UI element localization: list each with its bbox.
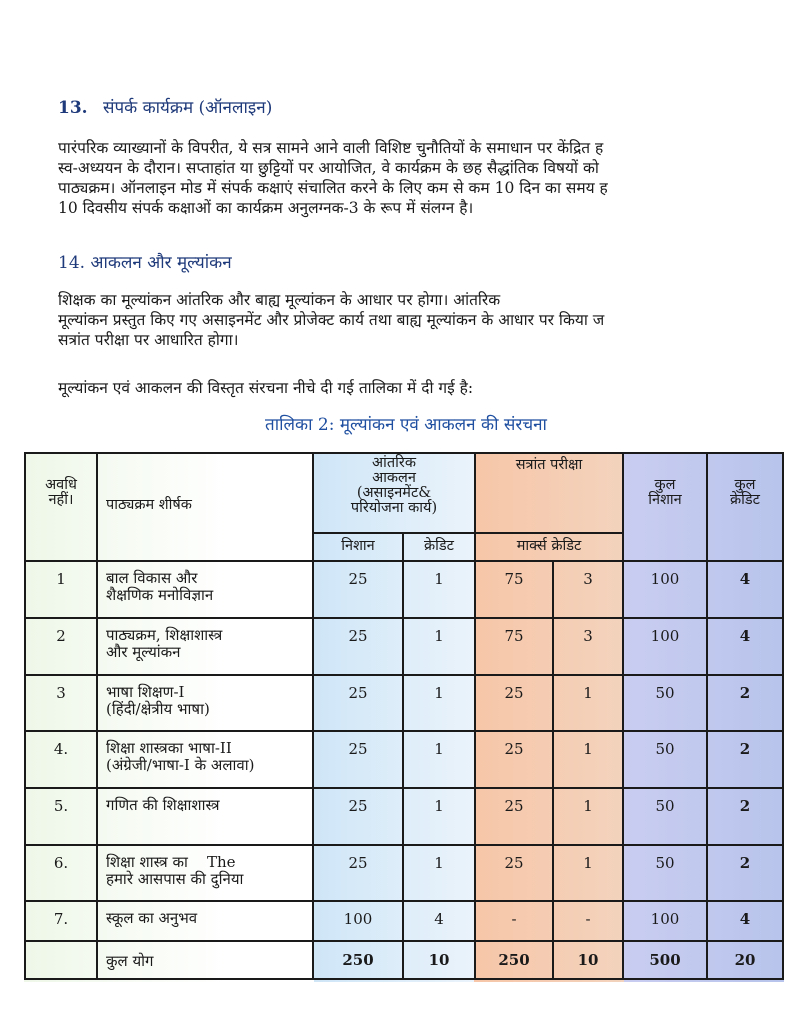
cell-ic: 1 bbox=[434, 797, 444, 815]
cell-sn: 2 bbox=[56, 627, 66, 645]
header-internal-credit: क्रेडिट bbox=[424, 538, 454, 554]
cell-im: 25 bbox=[348, 627, 368, 645]
cell-tc: 2 bbox=[739, 684, 751, 702]
course-title-line: और मूल्यांकन bbox=[106, 643, 181, 661]
cell-tm: 50 bbox=[655, 854, 675, 872]
cell-tm: 100 bbox=[650, 910, 680, 928]
course-title-line: हमारे आसपास की दुनिया bbox=[106, 870, 244, 888]
cell-im: 25 bbox=[348, 684, 368, 702]
assessment-table bbox=[24, 452, 784, 982]
cell-ec: 3 bbox=[583, 627, 593, 645]
grid-line bbox=[24, 787, 784, 789]
cell-course-title bbox=[106, 627, 312, 661]
paragraph-line: पाठ्यक्रम। ऑनलाइन मोड में संपर्क कक्षाएं संचालित करने के लिए कम से कम 10 दिन का समय ह bbox=[58, 179, 608, 197]
grid-line bbox=[312, 452, 314, 980]
header-serial-line: अवधि bbox=[45, 477, 77, 493]
paragraph-line: मूल्यांकन प्रस्तुत किए गए असाइनमेंट और प्रोजेक्ट कार्य तथा बाह्य मूल्यांकन के आधार पर किया ज bbox=[58, 311, 605, 329]
col-bg-total bbox=[624, 452, 784, 982]
cell-im: 100 bbox=[343, 910, 373, 928]
section-14-paragraph bbox=[58, 290, 812, 350]
cell-tc: 2 bbox=[739, 740, 751, 758]
cell-ec: 1 bbox=[583, 684, 593, 702]
header-serial-line: नहीं। bbox=[48, 492, 74, 508]
cell-tc: 4 bbox=[739, 570, 751, 588]
cell-sn: 7. bbox=[53, 910, 69, 928]
course-title-line: (अंग्रेजी/भाषा-I के अलावा) bbox=[106, 756, 255, 774]
header-total-marks-line: कुल bbox=[654, 477, 676, 493]
cell-tm: 50 bbox=[655, 684, 675, 702]
section-13-number: 13. bbox=[58, 98, 88, 118]
section-14-intro: मूल्यांकन एवं आकलन की विस्तृत संरचना नीचे दी गई तालिका में दी गई है: bbox=[58, 379, 474, 397]
grid-line bbox=[706, 452, 708, 980]
cell-course-title bbox=[106, 797, 312, 814]
cell-tm: 100 bbox=[650, 570, 680, 588]
course-title-line: (हिंदी/क्षेत्रीय भाषा) bbox=[106, 700, 210, 718]
grid-line bbox=[24, 452, 26, 980]
cell-ic: 1 bbox=[434, 684, 444, 702]
section-13-paragraph bbox=[58, 138, 812, 218]
grid-line bbox=[314, 532, 624, 534]
grid-line bbox=[24, 844, 784, 846]
total-ec: 10 bbox=[577, 951, 599, 969]
cell-em: - bbox=[511, 910, 517, 928]
header-total-credit-line: कुल bbox=[734, 477, 756, 493]
grid-line bbox=[474, 452, 476, 980]
total-ic: 10 bbox=[428, 951, 450, 969]
cell-sn: 4. bbox=[53, 740, 69, 758]
paragraph-line: शिक्षक का मूल्यांकन आंतरिक और बाह्य मूल्यांकन के आधार पर होगा। आंतरिक bbox=[58, 291, 501, 309]
grid-line bbox=[782, 452, 784, 980]
cell-tc: 4 bbox=[739, 627, 751, 645]
cell-tm: 50 bbox=[655, 797, 675, 815]
header-term-exam: सत्रांत परीक्षा bbox=[515, 457, 583, 473]
cell-course-title bbox=[106, 910, 312, 927]
section-13-title: संपर्क कार्यक्रम (ऑनलाइन) bbox=[102, 98, 273, 118]
grid-line bbox=[24, 674, 784, 676]
cell-sn: 1 bbox=[56, 570, 66, 588]
cell-sn: 3 bbox=[56, 684, 66, 702]
cell-course-title bbox=[106, 854, 312, 888]
paragraph-line: स्व-अध्ययन के दौरान। सप्ताहांत या छुट्टियों पर आयोजित, वे कार्यक्रम के छह सैद्धांतिक विषयों को bbox=[58, 159, 599, 177]
cell-ic: 1 bbox=[434, 740, 444, 758]
cell-tm: 50 bbox=[655, 740, 675, 758]
header-course-title: पाठ्यक्रम शीर्षक bbox=[106, 497, 192, 513]
cell-ic: 1 bbox=[434, 570, 444, 588]
section-14-heading: 14. आकलन और मूल्यांकन bbox=[58, 253, 232, 273]
grid-line bbox=[24, 617, 784, 619]
total-em: 250 bbox=[498, 951, 530, 969]
grid-line bbox=[24, 560, 784, 562]
grid-line bbox=[24, 730, 784, 732]
cell-em: 75 bbox=[504, 627, 524, 645]
cell-em: 75 bbox=[504, 570, 524, 588]
paragraph-line: 10 दिवसीय संपर्क कक्षाओं का कार्यक्रम अनुलग्नक-3 के रूप में संलग्न है। bbox=[58, 199, 474, 217]
paragraph-line: सत्रांत परीक्षा पर आधारित होगा। bbox=[58, 331, 239, 349]
grid-line bbox=[96, 452, 98, 980]
course-title-line: भाषा शिक्षण-I bbox=[106, 683, 185, 701]
header-serial bbox=[28, 478, 94, 508]
header-total-marks bbox=[624, 478, 706, 508]
cell-tm: 100 bbox=[650, 627, 680, 645]
cell-tc: 2 bbox=[739, 854, 751, 872]
cell-tc: 4 bbox=[739, 910, 751, 928]
total-label: कुल योग bbox=[106, 952, 154, 970]
course-title-line: शिक्षा शास्त्रका भाषा-II bbox=[106, 739, 232, 757]
header-internal-line: (असाइनमेंट& bbox=[356, 485, 432, 501]
total-tc: 20 bbox=[734, 951, 756, 969]
cell-course-title bbox=[106, 684, 312, 718]
cell-em: 25 bbox=[504, 797, 524, 815]
total-tm: 500 bbox=[649, 951, 681, 969]
header-internal bbox=[316, 456, 472, 516]
cell-course-title bbox=[106, 740, 312, 774]
header-total-credit bbox=[708, 478, 782, 508]
header-total-marks-line: निशान bbox=[648, 492, 682, 508]
course-title-line: पाठ्यक्रम, शिक्षाशास्त्र bbox=[106, 626, 223, 644]
cell-im: 25 bbox=[348, 797, 368, 815]
course-title-line: शैक्षणिक मनोविज्ञान bbox=[106, 586, 214, 604]
cell-sn: 6. bbox=[53, 854, 69, 872]
cell-course-title bbox=[106, 570, 312, 604]
section-13-heading bbox=[58, 95, 272, 118]
cell-ec: 1 bbox=[583, 854, 593, 872]
cell-em: 25 bbox=[504, 854, 524, 872]
table-caption: तालिका 2: मूल्यांकन एवं आकलन की संरचना bbox=[265, 415, 547, 435]
cell-ic: 1 bbox=[434, 627, 444, 645]
paragraph-line: पारंपरिक व्याख्यानों के विपरीत, ये सत्र सामने आने वाली विशिष्ट चुनौतियों के समाधान पर केंद्रित ह bbox=[58, 139, 604, 157]
cell-im: 25 bbox=[348, 854, 368, 872]
cell-em: 25 bbox=[504, 684, 524, 702]
header-internal-line: आंतरिक bbox=[372, 455, 416, 471]
header-total-credit-line: क्रेडिट bbox=[730, 492, 760, 508]
header-internal-marks: निशान bbox=[341, 538, 375, 554]
grid-line bbox=[24, 978, 784, 980]
course-title-line: शिक्षा शास्त्र का The bbox=[106, 853, 236, 871]
total-im: 250 bbox=[342, 951, 374, 969]
course-title-line: गणित की शिक्षाशास्त्र bbox=[106, 796, 220, 814]
header-internal-line: परियोजना कार्य) bbox=[350, 500, 438, 516]
cell-im: 25 bbox=[348, 570, 368, 588]
cell-ic: 4 bbox=[434, 910, 444, 928]
grid-line bbox=[622, 452, 624, 980]
cell-ec: 1 bbox=[583, 797, 593, 815]
header-term-marks-credit: मार्क्स क्रेडिट bbox=[516, 538, 582, 554]
header-internal-line: आकलन bbox=[372, 470, 416, 486]
grid-line bbox=[24, 452, 784, 454]
cell-tc: 2 bbox=[739, 797, 751, 815]
cell-ec: - bbox=[585, 910, 591, 928]
cell-ic: 1 bbox=[434, 854, 444, 872]
cell-sn: 5. bbox=[53, 797, 69, 815]
grid-line bbox=[24, 940, 784, 942]
cell-im: 25 bbox=[348, 740, 368, 758]
cell-ec: 3 bbox=[583, 570, 593, 588]
grid-line bbox=[24, 900, 784, 902]
course-title-line: स्कूल का अनुभव bbox=[106, 909, 198, 927]
course-title-line: बाल विकास और bbox=[106, 569, 198, 587]
cell-em: 25 bbox=[504, 740, 524, 758]
cell-ec: 1 bbox=[583, 740, 593, 758]
